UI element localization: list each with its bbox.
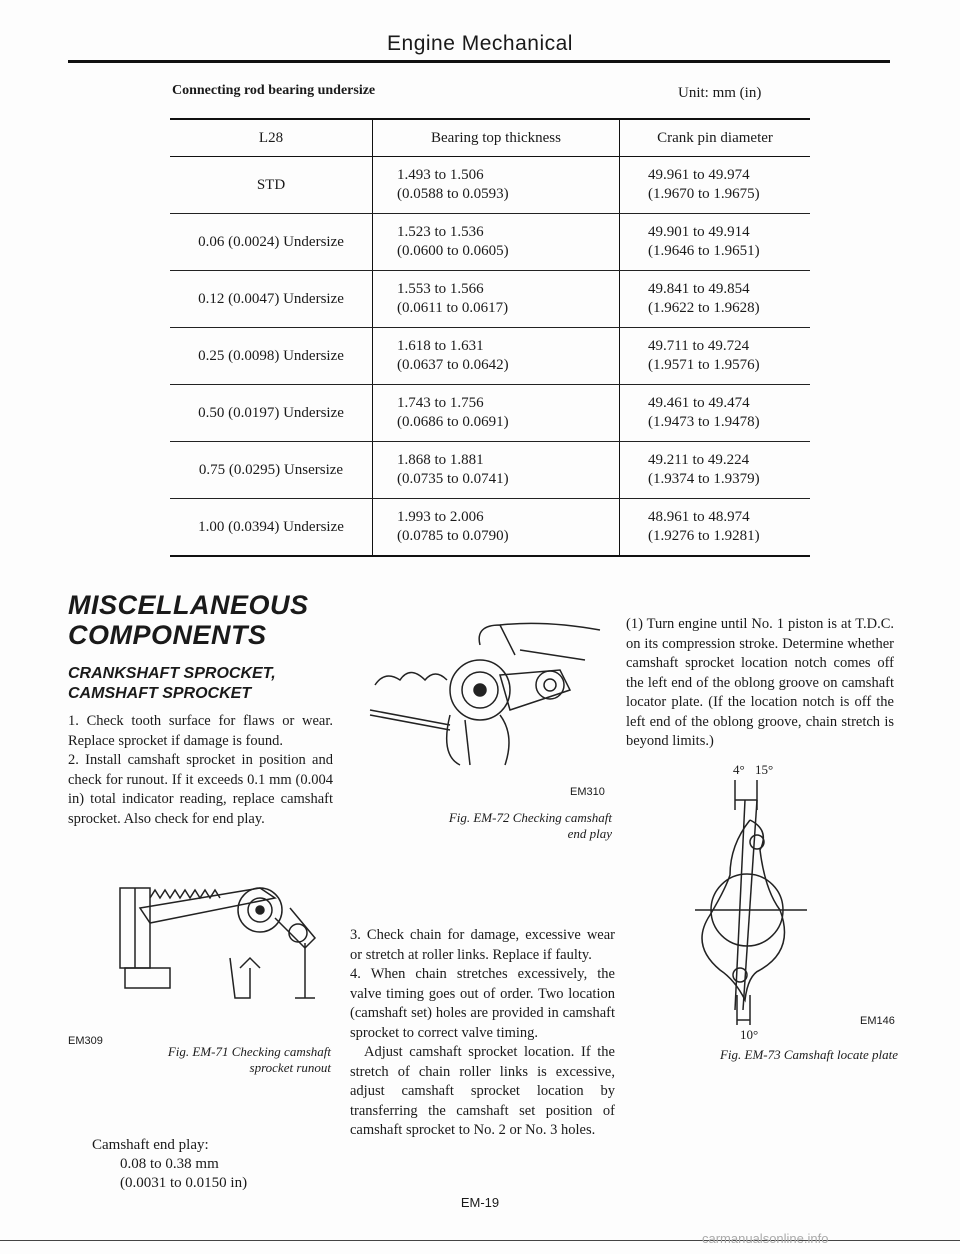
sprocket-instructions xyxy=(68,712,333,829)
diameter-in: (1.9374 to 1.9379) xyxy=(648,471,760,487)
column-header-l28: L28 xyxy=(170,119,373,157)
column-header-crank-pin-diameter: Crank pin diameter xyxy=(620,119,811,157)
figure-caption-em72 xyxy=(380,810,612,842)
end-play-mm: 0.08 to 0.38 mm xyxy=(120,1156,219,1172)
end-play-label: Camshaft end play: xyxy=(92,1137,209,1153)
caption-line1: Fig. EM-71 Checking camshaft xyxy=(167,1044,331,1059)
diameter-mm: 49.461 to 49.474 xyxy=(648,395,750,411)
thickness-in: (0.0785 to 0.0790) xyxy=(397,528,509,544)
figure-caption-em73: Fig. EM-73 Camshaft locate plate xyxy=(719,1047,898,1062)
thickness-mm: 1.993 to 2.006 xyxy=(397,509,484,525)
cell-thickness xyxy=(373,157,620,214)
thickness-in: (0.0637 to 0.0642) xyxy=(397,357,509,373)
cell-size: STD xyxy=(170,157,373,214)
table-row xyxy=(170,328,810,385)
instruction-step-3: 3. Check chain for damage, excessive wear or stretch at roller links. Replace if faulty. xyxy=(350,927,615,963)
diameter-mm: 49.711 to 49.724 xyxy=(648,338,750,354)
caption-line1: Fig. EM-72 Checking camshaft xyxy=(448,810,612,825)
cell-thickness xyxy=(373,214,620,271)
diameter-mm: 49.841 to 49.854 xyxy=(648,281,750,297)
cell-thickness xyxy=(373,499,620,557)
camshaft-locate-plate-illustration xyxy=(695,780,845,1025)
tdc-instructions xyxy=(626,615,894,752)
thickness-in: (0.0686 to 0.0691) xyxy=(397,414,509,430)
cell-size: 1.00 (0.0394) Undersize xyxy=(170,499,373,557)
figure-caption-em71 xyxy=(118,1044,331,1076)
thickness-in: (0.0588 to 0.0593) xyxy=(397,186,509,202)
thickness-mm: 1.493 to 1.506 xyxy=(397,167,484,183)
thickness-in: (0.0600 to 0.0605) xyxy=(397,243,509,259)
angle-label-4: 4° xyxy=(733,762,745,777)
table-unit: Unit: mm (in) xyxy=(678,85,762,101)
instruction-step-1: 1. Check tooth surface for flaws or wear. Replace sprocket if damage is found. xyxy=(68,713,333,749)
cell-size: 0.75 (0.0295) Unsersize xyxy=(170,442,373,499)
table-caption: Connecting rod bearing undersize xyxy=(172,83,376,98)
cell-diameter xyxy=(620,442,811,499)
cell-thickness xyxy=(373,385,620,442)
table-row xyxy=(170,271,810,328)
diameter-in: (1.9571 to 1.9576) xyxy=(648,357,760,373)
table-row xyxy=(170,214,810,271)
instruction-step-tdc: (1) Turn engine until No. 1 piston is at T.D.C. on its compression stroke. Determine whether camshaft sprocket location notch comes off the left end of the oblong groove on camshaft locator plate. (If the location notch is off the left end of the oblong groove, chain stretch is beyond limits.) xyxy=(626,616,894,749)
diameter-mm: 48.961 to 48.974 xyxy=(648,509,750,525)
diameter-mm: 49.211 to 49.224 xyxy=(648,452,750,468)
thickness-in: (0.0735 to 0.0741) xyxy=(397,471,509,487)
cell-thickness xyxy=(373,328,620,385)
cell-thickness xyxy=(373,442,620,499)
table-row xyxy=(170,499,810,557)
figure-code-em309: EM309 xyxy=(68,1035,103,1047)
camshaft-end-play-spec xyxy=(92,1136,247,1193)
table-header-row xyxy=(170,119,810,157)
section-heading xyxy=(68,590,309,650)
cell-size: 0.06 (0.0024) Undersize xyxy=(170,214,373,271)
thickness-in: (0.0611 to 0.0617) xyxy=(397,300,509,316)
bearing-undersize-table xyxy=(170,118,810,557)
subheading-line1: CRANKSHAFT SPROCKET, xyxy=(68,665,276,682)
cell-diameter xyxy=(620,328,811,385)
cell-diameter xyxy=(620,214,811,271)
diameter-mm: 49.961 to 49.974 xyxy=(648,167,750,183)
thickness-mm: 1.743 to 1.756 xyxy=(397,395,484,411)
thickness-mm: 1.618 to 1.631 xyxy=(397,338,484,354)
adjust-instruction: Adjust camshaft sprocket location. If the stretch of chain roller links is excessive, adjust camshaft sprocket location by transferring the camshaft set position of camshaft sprocket to No. 2 or No. 3 holes. xyxy=(350,1044,615,1138)
page-number: EM-19 xyxy=(460,1195,500,1210)
cell-size: 0.25 (0.0098) Undersize xyxy=(170,328,373,385)
cell-diameter xyxy=(620,499,811,557)
diameter-in: (1.9646 to 1.9651) xyxy=(648,243,760,259)
thickness-mm: 1.868 to 1.881 xyxy=(397,452,484,468)
caption-line2: end play xyxy=(567,826,612,841)
cell-diameter xyxy=(620,157,811,214)
subheading-line2: CAMSHAFT SPROCKET xyxy=(68,685,252,702)
table-row xyxy=(170,157,810,214)
diameter-in: (1.9622 to 1.9628) xyxy=(648,300,760,316)
end-play-in: (0.0031 to 0.0150 in) xyxy=(120,1175,248,1191)
thickness-mm: 1.523 to 1.536 xyxy=(397,224,484,240)
diameter-in: (1.9473 to 1.9478) xyxy=(648,414,760,430)
page-header-title: Engine Mechanical xyxy=(387,32,573,55)
angle-label-15: 15° xyxy=(755,762,774,777)
instruction-step-4: 4. When chain stretches excessively, the valve timing goes out of order. Two location (camshaft set) holes are provided in camshaft sprocket to correct valve timing. xyxy=(350,966,615,1041)
header-rule xyxy=(68,60,890,63)
chain-instructions xyxy=(350,926,615,1141)
cell-diameter xyxy=(620,271,811,328)
diameter-in: (1.9276 to 1.9281) xyxy=(648,528,760,544)
diameter-mm: 49.901 to 49.914 xyxy=(648,224,750,240)
instruction-step-2: 2. Install camshaft sprocket in position and check for runout. If it exceeds 0.1 mm (0.004 in) total indicator reading, replace camshaft sprocket. Also check for end play. xyxy=(68,752,333,827)
figure-code-em146: EM146 xyxy=(860,1015,895,1027)
table-row xyxy=(170,442,810,499)
section-heading-line1: MISCELLANEOUS xyxy=(68,590,309,620)
diameter-in: (1.9670 to 1.9675) xyxy=(648,186,760,202)
cell-size: 0.50 (0.0197) Undersize xyxy=(170,385,373,442)
sprocket-subheading xyxy=(68,664,276,704)
angle-label-10: 10° xyxy=(740,1027,759,1042)
section-heading-line2: COMPONENTS xyxy=(68,620,267,650)
thickness-mm: 1.553 to 1.566 xyxy=(397,281,484,297)
figure-code-em310: EM310 xyxy=(570,786,605,798)
cell-diameter xyxy=(620,385,811,442)
caption-line2: sprocket runout xyxy=(249,1060,331,1075)
cell-thickness xyxy=(373,271,620,328)
table-row xyxy=(170,385,810,442)
watermark-text: carmanualsonline.info xyxy=(702,1231,829,1246)
column-header-bearing-thickness: Bearing top thickness xyxy=(373,119,620,157)
camshaft-runout-illustration xyxy=(110,868,330,1018)
cell-size: 0.12 (0.0047) Undersize xyxy=(170,271,373,328)
camshaft-end-play-illustration xyxy=(370,615,610,770)
